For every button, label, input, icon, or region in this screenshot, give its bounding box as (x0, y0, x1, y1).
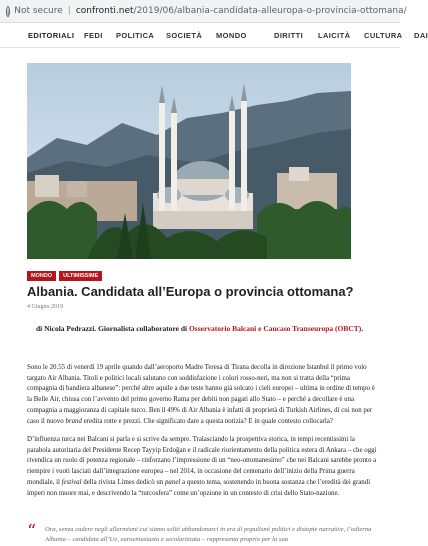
tag-mondo[interactable]: MONDO (27, 271, 56, 281)
url-host: confronti.net (75, 6, 134, 16)
article-byline (36, 324, 376, 333)
hero-image (27, 63, 351, 259)
mosque-image (27, 63, 351, 259)
nav-item-mondo[interactable]: MONDO (216, 30, 247, 40)
category-tags (27, 271, 102, 281)
article-blockquote (27, 521, 377, 545)
nav-item-politica[interactable]: POLITICA (116, 30, 155, 40)
quote-mark-icon: “ (27, 521, 37, 542)
url-path: /2019/06/albania-candidata-alleuropa-o-provincia-ottomana/ (133, 6, 407, 16)
main-nav (0, 23, 428, 48)
nav-item-laicita[interactable]: LAICITÀ (318, 30, 351, 40)
article-title: Albania. Candidata all’Europa o provincia ottomana? (27, 284, 354, 299)
article-date: 4 Giugno 2019 (27, 304, 63, 310)
byline-prefix: di Nicola Pedrazzi. Giornalista collaboratore di (36, 324, 189, 333)
byline-org-link[interactable]: Osservatorio Balcani e Caucaso Transeuropa (OBCT) (188, 324, 362, 333)
info-icon[interactable]: i (7, 7, 10, 17)
nav-item-editoriali[interactable]: EDITORIALI (28, 30, 75, 40)
nav-item-dai[interactable]: DAI (414, 30, 428, 40)
security-label: Not secure (14, 6, 63, 16)
nav-item-diritti[interactable]: DIRITTI (274, 30, 304, 40)
article-paragraph-2: D’influenza turca nei Balcani si parla e si scrive da sempre. Tralasciando la prospettiva storica, in tempi recentissimi la parabola autoritaria del Presidente Recep Tayyip Erdoğan e il radicale riorientamento della politica estera di Ankara – che oggi rivendica un ruolo di potenza regionale – rinforzano l’impressione di un “neo-ottomanesimo” che nei Balcani sarebbe pronto a riempire i vuoti lasciati dall’integrazione europea – nel 2014, in occasione del centenario dell’inizio della Prima guerra mondiale, il festival della rivista Limes dedicò un panel a questo tema, sostenendo in buona sostanza che l’eredità dei grandi imperi non muore mai, e descrivendo la “turcosfera” come un’opzione in un contesto di crisi dello Stato-nazione. (27, 436, 377, 497)
nav-item-cultura[interactable]: CULTURA (364, 30, 403, 40)
nav-item-societa[interactable]: SOCIETÀ (166, 30, 203, 40)
url-separator: | (67, 6, 71, 16)
nav-item-fedi[interactable]: FEDI (84, 30, 103, 40)
quote-text: Ora, senza cadere negli allarmismi cui siamo soliti abbandonarci in era di populismi politici e distopie narrative, l’odierna Albania – candidata all’Ue, euroentusiasta e secolarizzata – rappresenta proprio per la sua (45, 526, 372, 543)
article-paragraph-1: Sono le 20.55 di venerdì 19 aprile quando dall’aeroporto Madre Teresa di Tirana decolla in direzione Istanbul il primo volo targato Air Albania. Titoli e politici locali salutano con soddisfazione i colori rosso-neri, ma non si tratta della “prima compagnia di bandiera albanese”: perché altre aquile a due teste hanno già solcato i cieli europei – ultima in ordine di tempo è la Belle Air, chiusa con l’avvento del primo governo Rama per debiti non pagati allo Stato – e perché a decollare è una compagnia a maggioranza di capitale turco. Ben il 49% di Air Albania è infatti di proprietà di Turkish Airlines, di cui non per caso il nuovo brand eredita rotte e prezzi. Che significato dare a questa notizia? E in quale contesto collocarla? (27, 364, 375, 425)
tag-ultimissime[interactable]: ULTIMISSIME (59, 271, 102, 281)
address-bar[interactable] (0, 0, 407, 23)
byline-suffix: . (361, 324, 364, 333)
